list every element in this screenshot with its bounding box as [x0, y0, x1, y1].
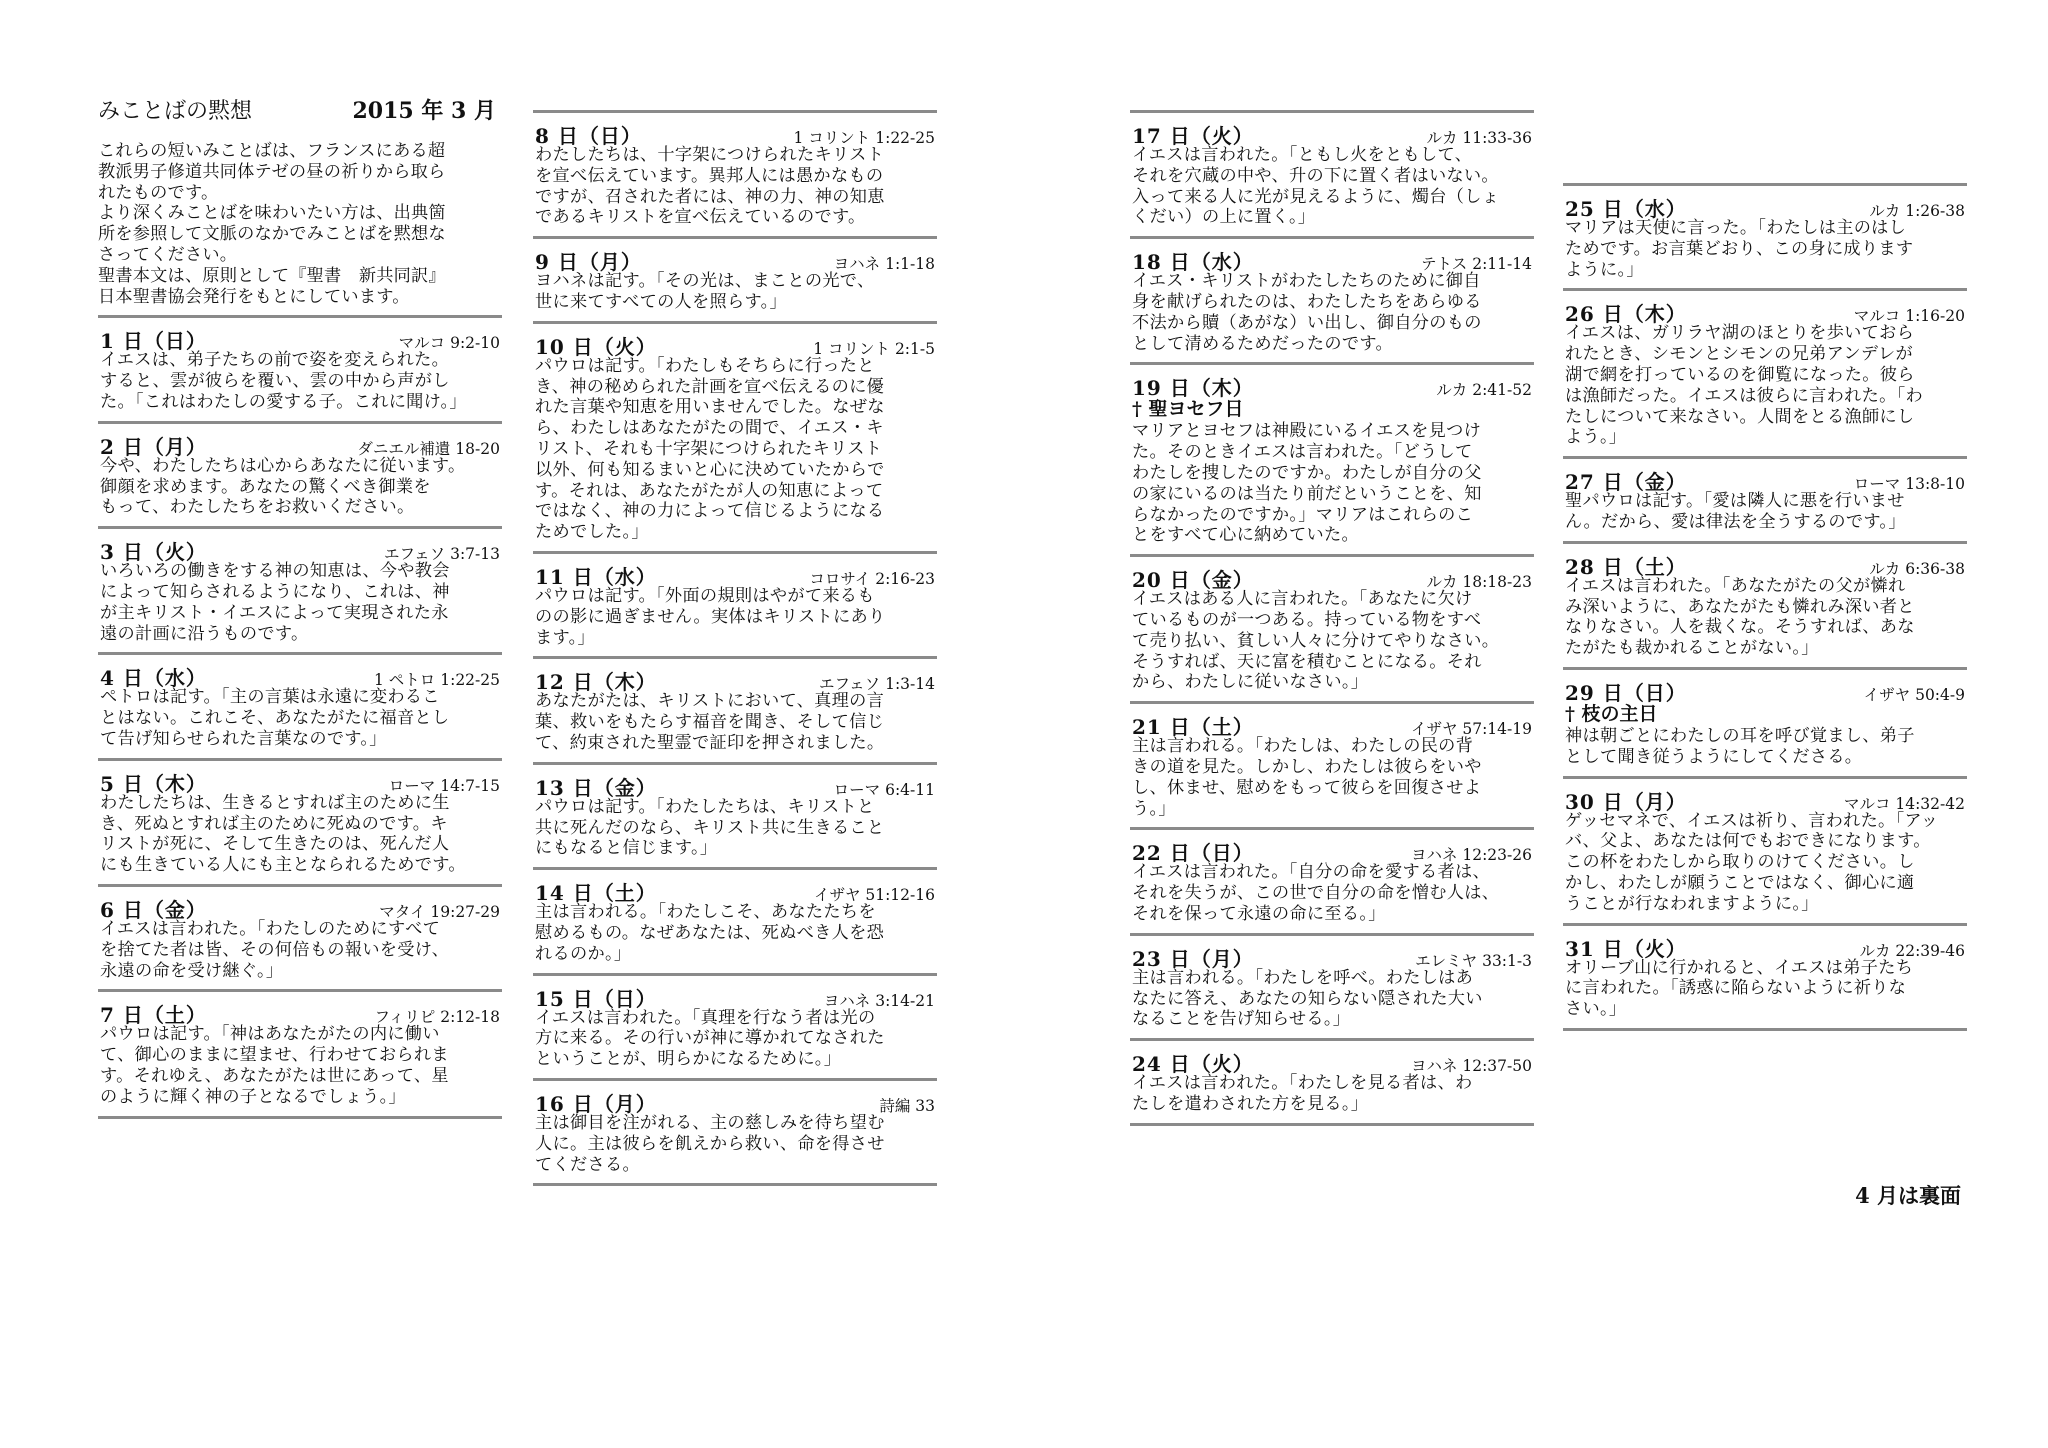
- scripture-reference: マルコ 1:16-20: [1853, 307, 1965, 326]
- text-line: 湖で網を打っているのを御覧になった。彼ら: [1565, 364, 1915, 385]
- entry-date: 7 日（土）: [100, 1003, 207, 1028]
- entry-date: 15 日（日）: [535, 986, 657, 1011]
- entry-header: [535, 120, 935, 148]
- text-line: から、わたしに従いなさい。」: [1132, 672, 1369, 693]
- intro-text: [98, 141, 502, 307]
- text-line: 今や、わたしたちは心からあなたに従います。: [100, 455, 466, 476]
- text-line: それを保って永遠の命に至る。」: [1132, 903, 1386, 924]
- entry-date: 1 日（日）: [100, 329, 207, 354]
- text-line: ます。」: [535, 627, 595, 648]
- day-entry: [98, 989, 502, 1118]
- entry-text: [100, 350, 500, 412]
- entry-text: [1132, 589, 1532, 693]
- text-line: あなたがたは、キリストにおいて、真理の言: [535, 691, 885, 712]
- entry-header: [1132, 711, 1532, 740]
- day-entry: [533, 321, 937, 551]
- entry-date: 12 日（木）: [535, 670, 657, 695]
- entry-text: [100, 456, 500, 518]
- column-1: [98, 94, 502, 1119]
- text-line: とはない。これこそ、あなたがたに福音とし: [100, 708, 450, 729]
- day-entry: [1563, 288, 1967, 456]
- entry-text: [1132, 736, 1532, 819]
- entry-date: 2 日（月）: [100, 434, 207, 459]
- scripture-reference: ルカ 11:33-36: [1426, 129, 1532, 147]
- entry-date: 6 日（金）: [100, 897, 207, 922]
- text-line: であるキリストを宣べ伝えているのです。: [535, 207, 866, 228]
- entry-header: [1565, 298, 1965, 327]
- text-line: たしを遣わされた方を見る。」: [1132, 1093, 1369, 1114]
- entry-date: 17 日（火）: [1132, 124, 1254, 148]
- entry-date: 28 日（土）: [1565, 554, 1687, 579]
- entry-header: [535, 877, 935, 906]
- entry-date: 14 日（土）: [535, 881, 657, 906]
- text-line: リスト、それも十字架につけられたキリスト: [535, 438, 883, 459]
- text-line: 主は言われる。「わたしを呼べ。わたしはあ: [1132, 967, 1474, 988]
- entry-text: [535, 356, 935, 543]
- scripture-reference: テトス 2:11-14: [1420, 255, 1532, 274]
- entry-header: [100, 325, 500, 354]
- intro-line: 聖書本文は、原則として『聖書 新共同訳』: [98, 265, 446, 286]
- entry-text: [1132, 1073, 1532, 1115]
- text-line: ゲッセマネで、イエスは祈り、言われた。「アッ: [1565, 810, 1939, 831]
- text-line: この杯をわたしから取りのけてください。し: [1565, 852, 1915, 873]
- entry-header: [1565, 466, 1965, 495]
- scripture-reference: ルカ 2:41-52: [1436, 381, 1532, 400]
- day-entry: [1563, 776, 1967, 923]
- entry-date: 19 日（木）: [1132, 376, 1254, 401]
- text-line: とをすべて心に納めていた。: [1132, 525, 1359, 546]
- entry-text: [1132, 421, 1532, 546]
- day-entry: [1563, 541, 1967, 667]
- text-line: 入って来る人に光が見えるように、燭台（しょ: [1132, 186, 1500, 207]
- entry-header: [100, 662, 500, 691]
- entry-text: [1132, 145, 1532, 228]
- text-line: イエス・キリストがわたしたちのために御自: [1132, 271, 1481, 292]
- text-line: なりなさい。人を裁くな。そうすれば、あな: [1565, 617, 1915, 638]
- entry-date: 24 日（火）: [1132, 1052, 1254, 1077]
- text-line: によって知らされるようになり、これは、神: [100, 581, 450, 602]
- entry-header: [1132, 564, 1532, 593]
- text-line: イエスは言われた。「自分の命を愛する者は、: [1132, 862, 1490, 883]
- entry-header: [100, 431, 500, 459]
- entry-text: [535, 1008, 935, 1070]
- text-line: マリアとヨセフは神殿にいるイエスを見つけ: [1132, 421, 1482, 442]
- entry-date: 31 日（火）: [1565, 936, 1687, 961]
- scripture-reference: ダニエル補遺 18-20: [357, 439, 500, 458]
- text-line: のの影に過ぎません。実体はキリストにあり: [535, 606, 886, 627]
- text-line: にも生きている人にも主となられるためです。: [100, 855, 466, 876]
- day-entry: [1130, 110, 1534, 236]
- scripture-reference: ヨハネ 3:14-21: [823, 991, 935, 1010]
- page-header: [98, 94, 502, 125]
- text-line: 慰めるもの。なぜあなたは、死ぬべき人を恐: [535, 922, 885, 943]
- text-line: て告げ知らせられた言葉なのです。」: [100, 728, 387, 749]
- scripture-reference: ローマ 13:8-10: [1853, 475, 1965, 494]
- intro-line: 所を参照して文脈のなかでみことばを黙想な: [98, 224, 446, 245]
- text-line: ら、わたしはあなたがたの間で、イエス・キ: [535, 418, 884, 439]
- page-title: みことばの黙想: [98, 99, 253, 124]
- entry-header: [535, 772, 935, 800]
- text-line: イエスは、ガリラヤ湖のほとりを歩いておら: [1565, 323, 1915, 344]
- text-line: 聖パウロは記す。「愛は隣人に悪を行いませ: [1565, 491, 1905, 512]
- text-line: ということが、明らかになるために。」: [535, 1049, 842, 1070]
- entry-header: [1565, 933, 1965, 961]
- column-2: [533, 110, 937, 1186]
- text-line: 共に死んだのなら、キリスト共に生きること: [535, 817, 885, 838]
- text-line: さい。」: [1565, 999, 1627, 1020]
- text-line: として清めるためだったのです。: [1132, 333, 1393, 354]
- day-entry: [1130, 362, 1534, 554]
- text-line: ではなく、神の力によって信じるようになる: [535, 501, 885, 522]
- day-entry: [98, 758, 502, 884]
- next-month-note: 4 月は裏面: [1855, 1183, 1961, 1208]
- text-line: パウロは記す。「わたしたちは、キリストと: [535, 796, 875, 817]
- scripture-reference: エフェソ 3:7-13: [383, 545, 500, 564]
- scripture-reference: イザヤ 57:14-19: [1410, 720, 1532, 739]
- day-entry: [1130, 236, 1534, 362]
- entry-text: [1132, 862, 1532, 924]
- text-line: 身を献げられたのは、わたしたちをあらゆる: [1132, 291, 1482, 312]
- scripture-reference: エレミヤ 33:1-3: [1415, 951, 1532, 970]
- text-line: もって、わたしたちをお救いください。: [100, 497, 415, 518]
- text-line: 方に来る。その行いが神に導かれてなされた: [535, 1028, 885, 1049]
- scripture-reference: ルカ 1:26-38: [1869, 202, 1965, 220]
- text-line: し、休ませ、慰めをもって彼らを回復させよ: [1132, 777, 1482, 798]
- scripture-reference: フィリピ 2:12-18: [374, 1008, 500, 1027]
- text-line: にもなると信じます。」: [535, 838, 718, 859]
- text-line: は漁師だった。イエスは彼らに言われた。「わ: [1565, 385, 1923, 406]
- scripture-reference: コロサイ 2:16-23: [809, 569, 935, 588]
- entry-date: 23 日（月）: [1132, 946, 1254, 971]
- text-line: くだい）の上に置く。」: [1132, 207, 1316, 228]
- entry-date: 29 日（日）: [1565, 680, 1687, 705]
- column-3: [1130, 110, 1534, 1126]
- entry-date: 4 日（水）: [100, 666, 207, 691]
- text-line: が主キリスト・イエスによって実現された永: [100, 602, 449, 623]
- entry-text: [100, 561, 500, 644]
- text-line: 御顔を求めます。あなたの驚くべき御業を: [100, 476, 431, 497]
- text-line: イエスは言われた。「真理を行なう者は光の: [535, 1007, 876, 1028]
- entry-header: [100, 536, 500, 565]
- day-entry: [533, 236, 937, 321]
- text-line: ペトロは記す。「主の言葉は永遠に変わるこ: [100, 687, 440, 708]
- text-line: き、神の秘められた計画を宣べ伝えるのに優: [535, 376, 885, 397]
- day-entry: [1130, 701, 1534, 827]
- text-line: イエスは言われた。「あなたがたの父が憐れ: [1565, 575, 1906, 596]
- entry-date: 11 日（水）: [535, 564, 657, 589]
- feast-label: † 聖ヨセフ日: [1132, 398, 1244, 421]
- entry-text: [100, 687, 500, 749]
- text-line: イエスは言われた。「わたしのためにすべて: [100, 918, 441, 939]
- text-line: イエスは言われた。「ともし火をともして、: [1132, 145, 1473, 165]
- scripture-reference: 1 ペトロ 1:22-25: [374, 671, 500, 690]
- text-line: かし、わたしが願うことではなく、御心に適: [1565, 872, 1915, 893]
- scripture-reference: ルカ 6:36-38: [1869, 559, 1965, 578]
- day-entry: [1563, 183, 1967, 288]
- text-line: 主は言われる。「わたしこそ、あなたたちを: [535, 902, 876, 923]
- text-line: 主は言われる。「わたしは、わたしの民の背: [1132, 736, 1474, 757]
- text-line: を捨てた者は皆、その何倍もの報いを受け、: [100, 939, 450, 960]
- text-line: たしについて来なさい。人間をとる漁師にし: [1565, 406, 1915, 427]
- column-4: [1563, 183, 1967, 1031]
- entry-date: 10 日（火）: [535, 334, 657, 359]
- intro-line: より深くみことばを味わいたい方は、出典箇: [98, 203, 446, 224]
- entry-header: [1132, 1048, 1532, 1077]
- text-line: れるのか。」: [535, 943, 632, 964]
- intro-line: 日本聖書協会発行をもとにしています。: [98, 286, 410, 307]
- scripture-reference: エフェソ 1:3-14: [818, 675, 935, 694]
- page-month: 2015 年 3 月: [352, 98, 496, 124]
- text-line: ためでした。」: [535, 522, 649, 543]
- day-entry: [1130, 827, 1534, 932]
- scripture-reference: 詩編 33: [879, 1096, 935, 1115]
- entry-date: 30 日（月）: [1565, 789, 1687, 814]
- text-line: イエスは言われた。「わたしを見る者は、わ: [1132, 1073, 1473, 1094]
- entry-list: [533, 110, 937, 1186]
- entry-header: [1132, 120, 1532, 148]
- entry-text: [535, 902, 935, 964]
- text-line: 神は朝ごとにわたしの耳を呼び覚まし、弟子: [1565, 725, 1915, 746]
- entry-text: [535, 691, 935, 753]
- entry-date: 16 日（月）: [535, 1091, 657, 1116]
- text-line: ように。」: [1565, 259, 1644, 280]
- text-line: れた言葉や知恵を用いませんでした。なぜな: [535, 397, 885, 418]
- text-line: として聞き従うようにしてくださる。: [1565, 746, 1863, 767]
- scripture-reference: ローマ 14:7-15: [388, 776, 500, 795]
- text-line: う。」: [1132, 798, 1176, 819]
- entry-header: [1132, 837, 1532, 866]
- day-entry: [533, 551, 937, 656]
- entry-header: [1132, 246, 1532, 275]
- scripture-reference: マルコ 14:32-42: [1843, 794, 1965, 813]
- entry-text: [1565, 323, 1965, 448]
- feast-label: † 枝の主日: [1565, 702, 1658, 725]
- entry-text: [100, 1024, 500, 1107]
- text-line: オリーブ山に行かれると、イエスは弟子たち: [1565, 957, 1914, 978]
- text-line: き、死ぬとすれば主のために死ぬのです。キ: [100, 813, 448, 834]
- text-line: て、御心のままに望ませ、行わせておられま: [100, 1045, 449, 1066]
- entry-header: [1132, 372, 1532, 401]
- scripture-reference: ヨハネ 12:37-50: [1410, 1057, 1532, 1076]
- text-line: み深いように、あなたがたも憐れみ深い者と: [1565, 596, 1915, 617]
- scripture-reference: イザヤ 51:12-16: [813, 886, 935, 905]
- scripture-reference: 1 コリント 1:22-25: [793, 129, 935, 147]
- text-line: ですが、召された者には、神の力、神の知恵: [535, 186, 885, 207]
- entry-list: [1563, 183, 1967, 1031]
- intro-line: これらの短いみことばは、フランスにある超: [98, 141, 446, 161]
- day-entry: [533, 762, 937, 867]
- text-line: なることを告げ知らせる。」: [1132, 1009, 1351, 1030]
- day-entry: [98, 315, 502, 420]
- entry-header: [535, 1088, 935, 1116]
- text-line: 葉、救いをもたらす福音を聞き、そして信じ: [535, 712, 885, 733]
- entry-date: 13 日（金）: [535, 775, 657, 800]
- scripture-reference: ルカ 18:18-23: [1426, 573, 1532, 592]
- text-line: た。「これはわたしの愛する子。これに聞け。」: [100, 391, 467, 412]
- entry-header: [1565, 677, 1965, 705]
- day-entry: [533, 110, 937, 236]
- day-entry: [533, 1078, 937, 1186]
- entry-text: [1565, 491, 1965, 533]
- scripture-reference: ヨハネ 12:23-26: [1410, 846, 1532, 865]
- entry-text: [535, 586, 935, 648]
- text-line: イエスは、弟子たちの前で姿を変えられた。: [100, 350, 450, 371]
- text-line: わたしたちは、生きるとすれば主のために生: [100, 792, 450, 813]
- entry-text: [1565, 958, 1965, 1020]
- text-line: それを失うが、この世で自分の命を憎む人は、: [1132, 883, 1500, 904]
- text-line: パウロは記す。「神はあなたがたの内に働い: [100, 1024, 440, 1045]
- scripture-reference: ヨハネ 1:1-18: [833, 255, 935, 274]
- day-entry: [98, 526, 502, 652]
- text-line: マリアは天使に言った。「わたしは主のはし: [1565, 218, 1907, 238]
- scripture-reference: ローマ 6:4-11: [833, 780, 935, 799]
- text-line: てくださる。: [535, 1154, 640, 1175]
- intro-line: さってください。: [98, 244, 238, 265]
- text-line: たがたも裁かれることがない。」: [1565, 638, 1819, 659]
- entry-header: [100, 768, 500, 796]
- entry-list: [1130, 110, 1534, 1126]
- entry-text: [535, 797, 935, 859]
- text-line: て、約束された聖霊で証印を押されました。: [535, 732, 885, 753]
- text-line: ヨハネは記す。「その光は、まことの光で、: [535, 271, 875, 292]
- entry-header: [1565, 193, 1965, 221]
- text-line: うことが行なわれますように。」: [1565, 893, 1819, 914]
- entry-date: 26 日（木）: [1565, 302, 1687, 327]
- text-line: れたとき、シモンとシモンの兄弟アンデレが: [1565, 344, 1914, 365]
- entry-header: [100, 999, 500, 1028]
- text-line: す。それゆえ、あなたがたは世にあって、星: [100, 1065, 449, 1086]
- entry-text: [1565, 726, 1965, 768]
- text-line: た。そのときイエスは言われた。「どうして: [1132, 442, 1473, 463]
- intro-line: 教派男子修道共同体テゼの昼の祈りから取ら: [98, 161, 446, 182]
- day-entry: [1563, 667, 1967, 776]
- text-line: わたしたちは、十字架につけられたキリスト: [535, 145, 885, 165]
- text-line: ているものが一つある。持っている物をすべ: [1132, 609, 1482, 630]
- text-line: 遠の計画に沿うものです。: [100, 623, 309, 644]
- scripture-reference: マタイ 19:27-29: [379, 902, 500, 921]
- entry-header: [1132, 943, 1532, 971]
- entry-text: [535, 1113, 935, 1175]
- text-line: パウロは記す。「わたしもそちらに行ったと: [535, 355, 875, 376]
- entry-list: [98, 315, 502, 1118]
- entry-date: 18 日（水）: [1132, 250, 1254, 275]
- entry-date: 27 日（金）: [1565, 470, 1687, 495]
- entry-text: [1132, 968, 1532, 1030]
- entry-date: 20 日（金）: [1132, 568, 1254, 593]
- text-line: リストが死に、そして生きたのは、死んだ人: [100, 834, 450, 855]
- entry-date: 21 日（土）: [1132, 715, 1254, 740]
- entry-header: [535, 331, 935, 359]
- entry-text: [100, 919, 500, 981]
- day-entry: [1130, 1038, 1534, 1126]
- text-line: バ、父よ、あなたは何でもおできになります。: [1565, 831, 1931, 852]
- entry-text: [1565, 218, 1965, 280]
- intro-line: れたものです。: [98, 182, 219, 203]
- entry-header: [535, 246, 935, 275]
- entry-text: [100, 793, 500, 876]
- text-line: そうすれば、天に富を積むことになる。それ: [1132, 651, 1482, 672]
- text-line: よう。」: [1565, 427, 1627, 448]
- scripture-reference: ルカ 22:39-46: [1859, 941, 1965, 960]
- text-line: いろいろの働きをする神の知恵は、今や教会: [100, 561, 450, 582]
- day-entry: [533, 973, 937, 1078]
- text-line: 以外、何も知るまいと心に決めていたからで: [535, 459, 885, 480]
- entry-date: 5 日（木）: [100, 771, 207, 796]
- day-entry: [98, 421, 502, 526]
- day-entry: [98, 652, 502, 757]
- entry-text: [535, 145, 935, 228]
- entry-date: 3 日（火）: [100, 540, 207, 565]
- text-line: 永遠の命を受け継ぐ。」: [100, 960, 284, 981]
- text-line: きの道を見た。しかし、わたしは彼らをいや: [1132, 756, 1482, 777]
- text-line: パウロは記す。「外面の規則はやがて来るも: [535, 585, 875, 606]
- entry-header: [535, 983, 935, 1011]
- day-entry: [1130, 554, 1534, 701]
- entry-header: [1565, 786, 1965, 814]
- text-line: すると、雲が彼らを覆い、雲の中から声がし: [100, 371, 450, 392]
- text-line: イエスはある人に言われた。「あなたに欠け: [1132, 589, 1473, 610]
- text-line: に言われた。「誘惑に陥らないように祈りな: [1565, 978, 1907, 999]
- day-entry: [533, 867, 937, 972]
- entry-header: [535, 561, 935, 589]
- entry-date: 9 日（月）: [535, 250, 642, 275]
- text-line: を宣べ伝えています。異邦人には愚かなもの: [535, 165, 884, 186]
- entry-header: [1565, 551, 1965, 579]
- scripture-reference: マルコ 9:2-10: [398, 334, 500, 353]
- text-line: 世に来てすべての人を照らす。」: [535, 291, 787, 312]
- text-line: す。それは、あなたがたが人の知恵によって: [535, 480, 884, 501]
- text-line: 主は御目を注がれる、主の慈しみを待ち望む: [535, 1112, 885, 1133]
- text-line: わたしを捜したのですか。わたしが自分の父: [1132, 462, 1482, 483]
- scripture-reference: 1 コリント 2:1-5: [813, 339, 935, 358]
- entry-header: [535, 666, 935, 695]
- text-line: らなかったのですか。」マリアはこれらのこ: [1132, 504, 1474, 525]
- text-line: なたに答え、あなたの知らない隠された大い: [1132, 988, 1483, 1009]
- text-line: 人に。主は彼らを飢えから救い、命を得させ: [535, 1133, 885, 1154]
- day-entry: [98, 884, 502, 989]
- text-line: それを穴蔵の中や、升の下に置く者はいない。: [1132, 165, 1499, 186]
- text-line: 不法から贖（あがな）い出し、御自分のもの: [1132, 312, 1482, 333]
- text-line: のように輝く神の子となるでしょう。」: [100, 1086, 407, 1107]
- entry-text: [1565, 811, 1965, 915]
- scripture-reference: イザヤ 50:4-9: [1863, 685, 1965, 704]
- entry-date: 8 日（日）: [535, 124, 642, 148]
- day-entry: [1563, 923, 1967, 1031]
- entry-text: [535, 271, 935, 313]
- entry-text: [1565, 576, 1965, 659]
- day-entry: [1130, 933, 1534, 1038]
- text-line: ん。だから、愛は律法を全うするのです。」: [1565, 511, 1906, 532]
- entry-header: [100, 894, 500, 922]
- text-line: の家にいるのは当たり前だということを、知: [1132, 483, 1482, 504]
- day-entry: [533, 656, 937, 761]
- text-line: て売り払い、貧しい人々に分けてやりなさい。: [1132, 630, 1500, 651]
- day-entry: [1563, 456, 1967, 541]
- entry-text: [1132, 271, 1532, 354]
- text-line: ためです。お言葉どおり、この身に成ります: [1565, 238, 1914, 259]
- entry-date: 25 日（水）: [1565, 197, 1687, 221]
- entry-date: 22 日（日）: [1132, 841, 1254, 866]
